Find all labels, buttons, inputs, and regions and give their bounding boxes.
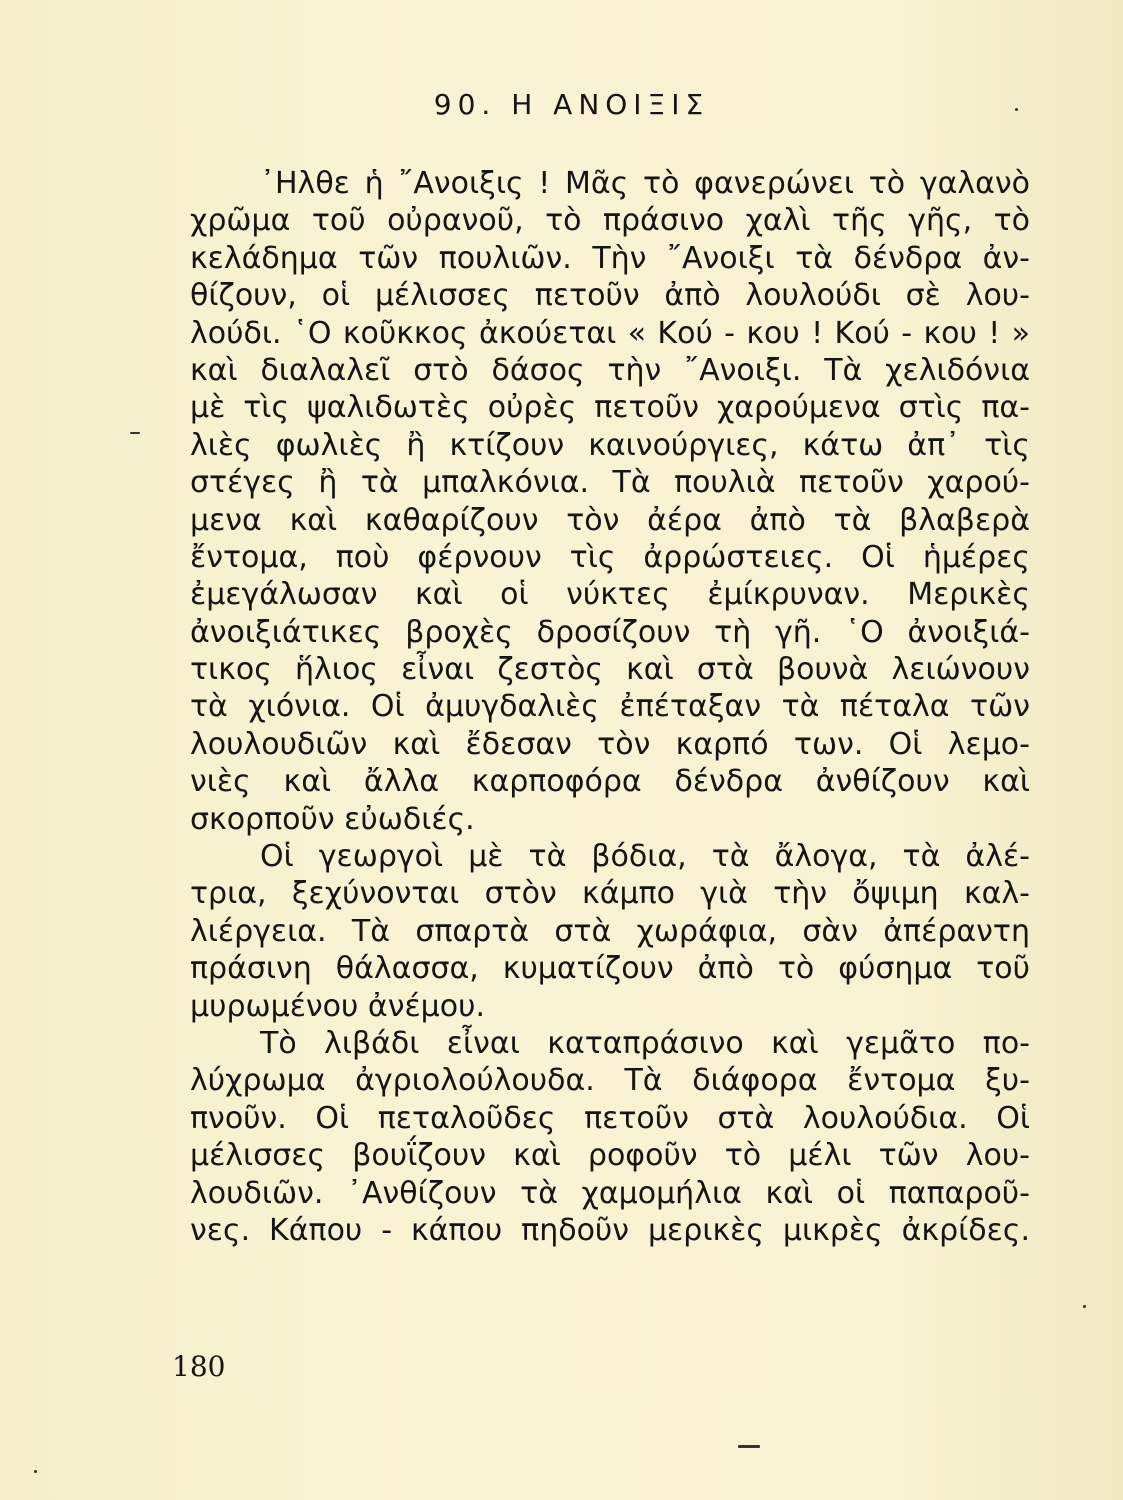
text-line: λούδι. ῾Ο κοῦκκος ἀκούεται « Κού - κου ! Κού - κου ! » (190, 315, 1030, 351)
text-line: τικος ἥλιος εἶναι ζεστὸς καὶ στὰ βουνὰ λειώνουν (190, 652, 1030, 688)
text-line: τρια, ξεχύνονται στὸν κάμπο γιὰ τὴν ὄψιμη καλ- (190, 876, 1030, 912)
text-line: λουδιῶν. ᾿Ανθίζουν τὰ χαμομήλια καὶ οἱ παπαροῦ- (190, 1175, 1030, 1211)
text-line: λιέργεια. Τὰ σπαρτὰ στὰ χωράφια, σὰν ἀπέραντη (190, 913, 1030, 949)
text-line: λύχρωμα ἀγριολούλουδα. Τὰ διάφορα ἔντομα ξυ- (190, 1063, 1030, 1099)
body-text (190, 165, 1030, 1249)
text-line: καὶ διαλαλεῖ στὸ δάσος τὴν ῎Ανοιξι. Τὰ χελιδόνια (190, 352, 1030, 388)
text-line: νιὲς καὶ ἄλλα καρποφόρα δένδρα ἀνθίζουν καὶ (190, 764, 1030, 800)
text-line: ᾿Ηλθε ἡ ῎Ανοιξις ! Μᾶς τὸ φανερώνει τὸ γαλανὸ (260, 166, 1030, 201)
text-line: σκορποῦν εὐωδιές. (190, 801, 475, 837)
text-line: νες. Κάπου - κάπου πηδοῦν μερικὲς μικρὲς ἀκρίδες. (190, 1212, 1030, 1248)
chapter-title: 90. Η ΑΝΟΙΞΙΣ (433, 88, 710, 121)
text-line: λιὲς φωλιὲς ἢ κτίζουν καινούργιες, κάτω ἀπ᾿ τὶς (190, 427, 1030, 463)
text-line: χρῶμα τοῦ οὐρανοῦ, τὸ πράσινο χαλὶ τῆς γῆς, τὸ (190, 203, 1030, 239)
text-line: κελάδημα τῶν πουλιῶν. Τὴν ῎Ανοιξι τὰ δένδρα ἀν- (190, 240, 1030, 276)
scan-mark (130, 432, 140, 434)
text-line: μενα καὶ καθαρίζουν τὸν ἀέρα ἀπὸ τὰ βλαβερὰ (190, 502, 1030, 538)
text-line: στέγες ἢ τὰ μπαλκόνια. Τὰ πουλιὰ πετοῦν χαρού- (190, 465, 1030, 501)
text-line: τὰ χιόνια. Οἱ ἀμυγδαλιὲς ἐπέταξαν τὰ πέταλα τῶν (190, 689, 1030, 725)
text-line: πράσινη θάλασσα, κυματίζουν ἀπὸ τὸ φύσημα τοῦ (190, 951, 1030, 987)
text-line: Τὸ λιβάδι εἶναι καταπράσινο καὶ γεμᾶτο πο- (260, 1025, 1030, 1061)
text-line: Οἱ γεωργοὶ μὲ τὰ βόδια, τὰ ἄλογα, τὰ ἀλέ- (260, 839, 1030, 875)
scan-mark (738, 1445, 760, 1448)
text-line: μυρωμένου ἀνέμου. (190, 988, 486, 1024)
text-line: θίζουν, οἱ μέλισσες πετοῦν ἀπὸ λουλούδι σὲ λου- (190, 278, 1030, 314)
scan-mark (1015, 108, 1018, 111)
text-line: λουλουδιῶν καὶ ἔδεσαν τὸν καρπό των. Οἱ λεμο- (190, 726, 1030, 762)
page-number: 180 (172, 1350, 226, 1383)
text-line: πνοῦν. Οἱ πεταλοῦδες πετοῦν στὰ λουλούδια. Οἱ (190, 1100, 1030, 1136)
text-line: ἔντομα, ποὺ φέρνουν τὶς ἀρρώστειες. Οἱ ἡμέρες (190, 539, 1030, 575)
text-line: μέλισσες βουΐζουν καὶ ροφοῦν τὸ μέλι τῶν λου- (190, 1138, 1030, 1174)
scan-mark (1083, 1305, 1086, 1308)
scan-mark (34, 1470, 37, 1473)
text-line: μὲ τὶς ψαλιδωτὲς οὐρὲς πετοῦν χαρούμενα στὶς πα- (190, 390, 1030, 426)
text-line: ἀνοιξιάτικες βροχὲς δροσίζουν τὴ γῆ. ῾Ο ἀνοιξιά- (190, 614, 1030, 650)
text-line: ἐμεγάλωσαν καὶ οἱ νύκτες ἐμίκρυναν. Μερικὲς (190, 577, 1030, 613)
